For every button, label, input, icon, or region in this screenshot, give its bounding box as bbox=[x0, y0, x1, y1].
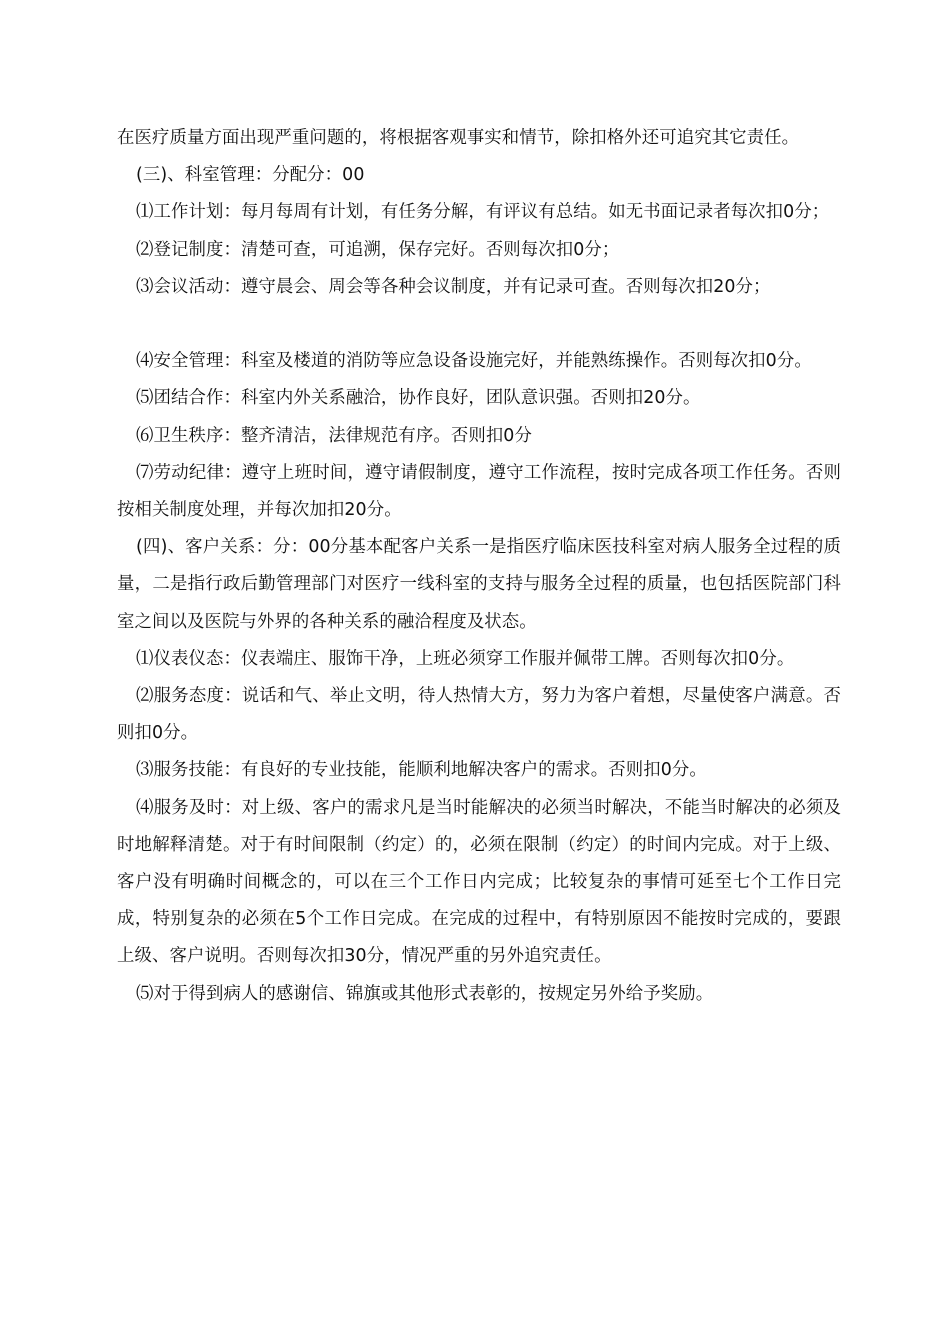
item-hygiene-order: ⑹卫生秩序：整齐清洁，法律规范有序。否则扣0分 bbox=[136, 425, 532, 446]
item-labor-discipline: ⑺劳动纪律：遵守上班时间，遵守请假制度，遵守工作流程，按时完成各项工作任务。否则按相关制度处理，并每次加扣20分。 bbox=[117, 462, 841, 521]
document-body bbox=[117, 120, 841, 1013]
paragraph-spacer bbox=[117, 306, 841, 343]
item-safety-management: ⑷安全管理：科室及楼道的消防等应急设备设施完好，并能熟练操作。否则每次扣0分。 bbox=[136, 351, 812, 372]
item-service-attitude: ⑵服务态度：说话和气、举止文明，待人热情大方，努力为客户着想，尽量使客户满意。否则扣0分。 bbox=[117, 686, 841, 744]
item-service-skills: ⑶服务技能：有良好的专业技能，能顺利地解决客户的需求。否则扣0分。 bbox=[136, 760, 707, 781]
item-registration-system: ⑵登记制度：清楚可查，可追溯，保存完好。否则每次扣0分； bbox=[136, 239, 620, 260]
section-heading-customer-relations: (四)、客户关系：分：00分基本配客户关系一是指医疗临床医技科室对病人服务全过程的质量，二是指行政后勤管理部门对医疗一线科室的支持与服务全过程的质量，也包括医院部门科室之间以及医院与外界的各种关系的融洽程度及状态。 bbox=[117, 537, 841, 632]
item-appearance: ⑴仪表仪态：仪表端庄、服饰干净，上班必须穿工作服并佩带工牌。否则每次扣0分。 bbox=[136, 648, 795, 669]
item-commendation-reward: ⑸对于得到病人的感谢信、锦旗或其他形式表彰的，按规定另外给予奖励。 bbox=[136, 983, 714, 1004]
item-meeting-activities: ⑶会议活动：遵守晨会、周会等各种会议制度，并有记录可查。否则每次扣20分； bbox=[136, 276, 771, 297]
item-teamwork: ⑸团结合作：科室内外关系融洽，协作良好，团队意识强。否则扣20分。 bbox=[136, 388, 701, 409]
section-heading-department-management: (三)、科室管理：分配分：00 bbox=[136, 165, 365, 186]
paragraph-quality-liability: 在医疗质量方面出现严重问题的，将根据客观事实和情节，除扣格外还可追究其它责任。 bbox=[117, 128, 800, 148]
item-timely-service: ⑷服务及时：对上级、客户的需求凡是当时能解决的必须当时解决，不能当时解决的必须及时地解释清楚。对于有时间限制（约定）的，必须在限制（约定）的时间内完成。对于上级、客户没有明确时间概念的，可以在三个工作日内完成；比较复杂的事情可延至七个工作日完成，特别复杂的必须在5个工作日完成。在完成的过程中，有特别原因不能按时完成的，要跟上级、客户说明。否则每次扣30分，情况严重的另外追究责任。 bbox=[117, 797, 841, 967]
item-work-plan: ⑴工作计划：每月每周有计划，有任务分解，有评议有总结。如无书面记录者每次扣0分； bbox=[136, 202, 830, 223]
